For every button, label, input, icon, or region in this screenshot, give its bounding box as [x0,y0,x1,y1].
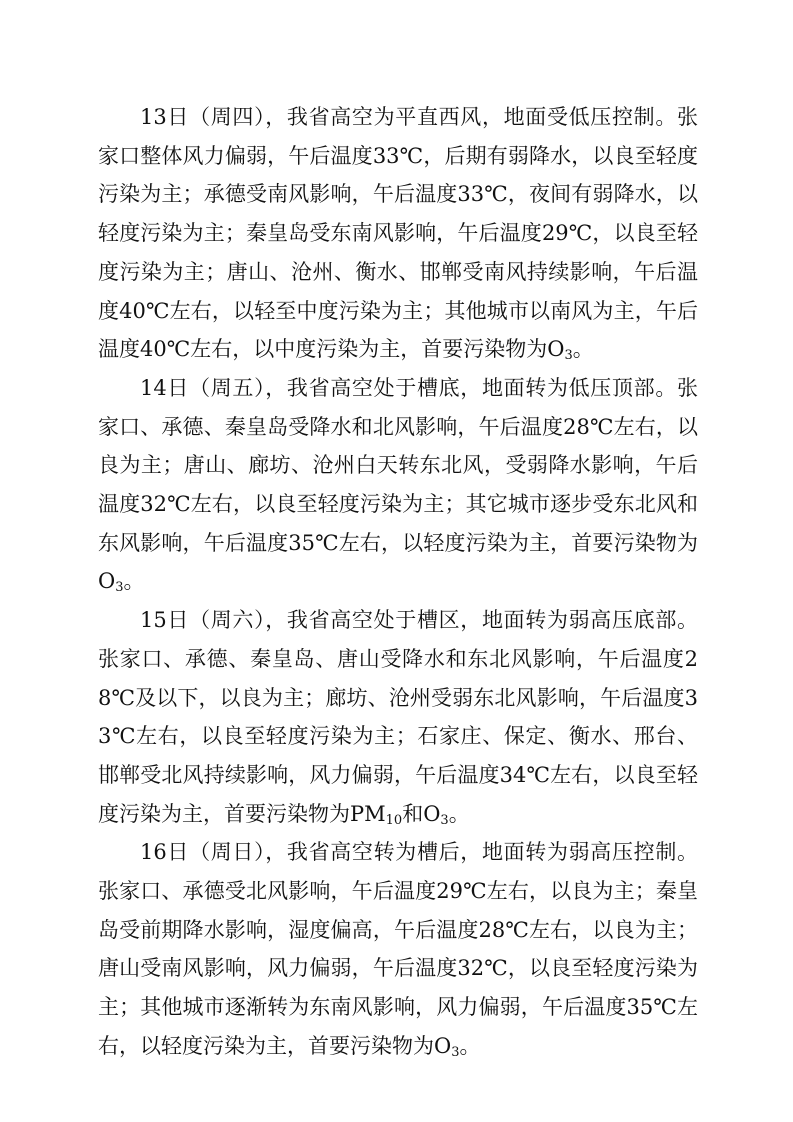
pollutant-o3-13: $O_3$ [547,337,573,364]
forecast-paragraph-15: 15日（周六），我省高空处于槽区，地面转为弱高压底部。张家口、承德、秦皇岛、唐山受降水和东北风影响，午后温度28℃及以下，以良为主；廊坊、沧州受弱东北风影响，午后温度33℃左右，以良至轻度污染为主；石家庄、保定、衡水、邢台、邯郸受北风持续影响，风力偏弱，午后温度34℃左右，以良至轻度污染为主，首要污染物为$PM_{10}$和$O_3$。 [98,608,698,828]
forecast-text-13: 13日（周四），我省高空为平直西风，地面受低压控制。张家口整体风力偏弱，午后温度33℃，后期有弱降水，以良至轻度污染为主；承德受南风影响，午后温度33℃，夜间有弱降水，以轻度污染为主；秦皇岛受东南风影响，午后温度29℃，以良至轻度污染为主；唐山、沧州、衡水、邯郸受南风持续影响，午后温度40℃左右，以轻至中度污染为主；其他城市以南风为主，午后温度40℃左右，以中度污染为主，首要污染物为 [98,105,698,362]
forecast-text-15: 15日（周六），我省高空处于槽区，地面转为弱高压底部。张家口、承德、秦皇岛、唐山受降水和东北风影响，午后温度28℃及以下，以良为主；廊坊、沧州受弱东北风影响，午后温度33℃左右，以良至轻度污染为主；石家庄、保定、衡水、邢台、邯郸受北风持续影响，风力偏弱，午后温度34℃左右，以良至轻度污染为主，首要污染物为 [98,608,698,826]
pollutant-o3-15: $O_3$ [423,801,449,828]
pollutant-o3-14: $O_3$ [98,569,124,596]
forecast-paragraph-16: 16日（周日），我省高空转为槽后，地面转为弱高压控制。张家口、承德受北风影响，午后温度29℃左右，以良为主；秦皇岛受前期降水影响，湿度偏高，午后温度28℃左右，以良为主；唐山受南风影响，风力偏弱，午后温度32℃，以良至轻度污染为主；其他城市逐渐转为东南风影响，风力偏弱，午后温度35℃左右，以轻度污染为主，首要污染物为$O_3$。 [98,840,698,1060]
forecast-paragraph-13: 13日（周四），我省高空为平直西风，地面受低压控制。张家口整体风力偏弱，午后温度33℃，后期有弱降水，以良至轻度污染为主；承德受南风影响，午后温度33℃，夜间有弱降水，以轻度污染为主；秦皇岛受东南风影响，午后温度29℃，以良至轻度污染为主；唐山、沧州、衡水、邯郸受南风持续影响，午后温度40℃左右，以轻至中度污染为主；其他城市以南风为主，午后温度40℃左右，以中度污染为主，首要污染物为$O_3$。 [98,105,698,364]
forecast-body [98,98,698,1066]
pollutant-o3-16: $O_3$ [434,1033,460,1060]
forecast-text-14: 14日（周五），我省高空处于槽底，地面转为低压顶部。张家口、承德、秦皇岛受降水和北风影响，午后温度28℃左右，以良为主；唐山、廊坊、沧州白天转东北风，受弱降水影响，午后温度32℃左右，以良至轻度污染为主；其它城市逐步受东北风和东风影响，午后温度35℃左右，以轻度污染为主，首要污染物为 [98,375,698,555]
forecast-text-16: 16日（周日），我省高空转为槽后，地面转为弱高压控制。张家口、承德受北风影响，午后温度29℃左右，以良为主；秦皇岛受前期降水影响，湿度偏高，午后温度28℃左右，以良为主；唐山受南风影响，风力偏弱，午后温度32℃，以良至轻度污染为主；其他城市逐渐转为东南风影响，风力偏弱，午后温度35℃左右，以轻度污染为主，首要污染物为 [98,840,698,1058]
forecast-paragraph-14: 14日（周五），我省高空处于槽底，地面转为低压顶部。张家口、承德、秦皇岛受降水和北风影响，午后温度28℃左右，以良为主；唐山、廊坊、沧州白天转东北风，受弱降水影响，午后温度32℃左右，以良至轻度污染为主；其它城市逐步受东北风和东风影响，午后温度35℃左右，以轻度污染为主，首要污染物为$O_3$。 [98,375,698,596]
pollutant-pm10-15: $PM_{10}$ [350,801,403,828]
